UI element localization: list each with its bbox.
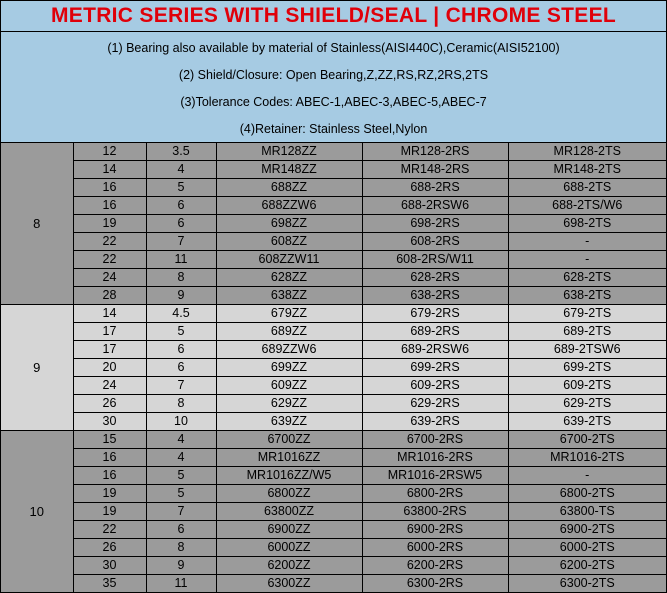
- table-row: [1, 503, 666, 521]
- table-row: [1, 323, 666, 341]
- shield-zz-cell: 688ZZ: [216, 179, 362, 197]
- table-row: [1, 143, 666, 161]
- seal-2ts-cell: 6800-2TS: [508, 485, 666, 503]
- shield-zz-cell: 679ZZ: [216, 305, 362, 323]
- seal-2ts-cell: 609-2TS: [508, 377, 666, 395]
- table-row: [1, 557, 666, 575]
- seal-2rs-cell: 6000-2RS: [362, 539, 508, 557]
- seal-2rs-cell: 688-2RS: [362, 179, 508, 197]
- width-cell: 6: [146, 215, 216, 233]
- seal-2ts-cell: 679-2TS: [508, 305, 666, 323]
- outer-diameter-cell: 30: [73, 413, 146, 431]
- seal-2ts-cell: -: [508, 251, 666, 269]
- outer-diameter-cell: 14: [73, 161, 146, 179]
- outer-diameter-cell: 16: [73, 197, 146, 215]
- width-cell: 6: [146, 341, 216, 359]
- seal-2ts-cell: 6900-2TS: [508, 521, 666, 539]
- shield-zz-cell: MR1016ZZ/W5: [216, 467, 362, 485]
- seal-2ts-cell: 6300-2TS: [508, 575, 666, 593]
- seal-2rs-cell: 699-2RS: [362, 359, 508, 377]
- width-cell: 4: [146, 449, 216, 467]
- shield-zz-cell: 6700ZZ: [216, 431, 362, 449]
- seal-2rs-cell: 689-2RSW6: [362, 341, 508, 359]
- outer-diameter-cell: 26: [73, 539, 146, 557]
- outer-diameter-cell: 26: [73, 395, 146, 413]
- width-cell: 10: [146, 413, 216, 431]
- width-cell: 5: [146, 179, 216, 197]
- seal-2rs-cell: 688-2RSW6: [362, 197, 508, 215]
- seal-2ts-cell: 6000-2TS: [508, 539, 666, 557]
- outer-diameter-cell: 24: [73, 377, 146, 395]
- table-row: [1, 269, 666, 287]
- seal-2ts-cell: MR128-2TS: [508, 143, 666, 161]
- width-cell: 7: [146, 377, 216, 395]
- seal-2rs-cell: MR128-2RS: [362, 143, 508, 161]
- seal-2rs-cell: MR1016-2RSW5: [362, 467, 508, 485]
- seal-2ts-cell: 628-2TS: [508, 269, 666, 287]
- width-cell: 9: [146, 287, 216, 305]
- seal-2rs-cell: 63800-2RS: [362, 503, 508, 521]
- shield-zz-cell: 6000ZZ: [216, 539, 362, 557]
- shield-zz-cell: 689ZZW6: [216, 341, 362, 359]
- width-cell: 5: [146, 467, 216, 485]
- outer-diameter-cell: 22: [73, 251, 146, 269]
- outer-diameter-cell: 19: [73, 215, 146, 233]
- seal-2ts-cell: 688-2TS/W6: [508, 197, 666, 215]
- seal-2rs-cell: 6900-2RS: [362, 521, 508, 539]
- outer-diameter-cell: 16: [73, 449, 146, 467]
- shield-zz-cell: 699ZZ: [216, 359, 362, 377]
- shield-zz-cell: MR148ZZ: [216, 161, 362, 179]
- note-tolerance: (3)Tolerance Codes: ABEC-1,ABEC-3,ABEC-5,ABEC-7: [180, 95, 487, 109]
- seal-2ts-cell: 699-2TS: [508, 359, 666, 377]
- outer-diameter-cell: 19: [73, 503, 146, 521]
- seal-2ts-cell: MR148-2TS: [508, 161, 666, 179]
- width-cell: 5: [146, 485, 216, 503]
- shield-zz-cell: 639ZZ: [216, 413, 362, 431]
- bearing-table: [1, 143, 666, 593]
- outer-diameter-cell: 20: [73, 359, 146, 377]
- shield-zz-cell: 63800ZZ: [216, 503, 362, 521]
- note-retainer: (4)Retainer: Stainless Steel,Nylon: [239, 122, 428, 136]
- table-row: [1, 467, 666, 485]
- outer-diameter-cell: 35: [73, 575, 146, 593]
- shield-zz-cell: 688ZZW6: [216, 197, 362, 215]
- width-cell: 8: [146, 395, 216, 413]
- width-cell: 3.5: [146, 143, 216, 161]
- width-cell: 6: [146, 521, 216, 539]
- table-row: [1, 449, 666, 467]
- shield-zz-cell: MR128ZZ: [216, 143, 362, 161]
- table-row: [1, 287, 666, 305]
- seal-2rs-cell: MR148-2RS: [362, 161, 508, 179]
- width-cell: 4.5: [146, 305, 216, 323]
- table-row: [1, 341, 666, 359]
- outer-diameter-cell: 16: [73, 179, 146, 197]
- seal-2rs-cell: 609-2RS: [362, 377, 508, 395]
- table-row: [1, 539, 666, 557]
- table-row: [1, 197, 666, 215]
- seal-2ts-cell: 6200-2TS: [508, 557, 666, 575]
- width-cell: 5: [146, 323, 216, 341]
- table-row: [1, 161, 666, 179]
- table-row: [1, 233, 666, 251]
- outer-diameter-cell: 17: [73, 341, 146, 359]
- width-cell: 9: [146, 557, 216, 575]
- bore-group-cell: 8: [1, 143, 73, 305]
- table-row: [1, 377, 666, 395]
- width-cell: 7: [146, 503, 216, 521]
- note-material: (1) Bearing also available by material of Stainless(AISI440C),Ceramic(AISI52100): [107, 41, 560, 55]
- table-row: [1, 215, 666, 233]
- seal-2rs-cell: MR1016-2RS: [362, 449, 508, 467]
- outer-diameter-cell: 15: [73, 431, 146, 449]
- outer-diameter-cell: 19: [73, 485, 146, 503]
- width-cell: 6: [146, 359, 216, 377]
- table-row: [1, 305, 666, 323]
- seal-2rs-cell: 639-2RS: [362, 413, 508, 431]
- width-cell: 11: [146, 575, 216, 593]
- seal-2ts-cell: 63800-TS: [508, 503, 666, 521]
- shield-zz-cell: 6200ZZ: [216, 557, 362, 575]
- seal-2ts-cell: 638-2TS: [508, 287, 666, 305]
- seal-2rs-cell: 6700-2RS: [362, 431, 508, 449]
- seal-2ts-cell: 689-2TS: [508, 323, 666, 341]
- table-row: [1, 251, 666, 269]
- shield-zz-cell: 6800ZZ: [216, 485, 362, 503]
- width-cell: 8: [146, 269, 216, 287]
- table-row: [1, 485, 666, 503]
- seal-2ts-cell: 698-2TS: [508, 215, 666, 233]
- bore-group-cell: 9: [1, 305, 73, 431]
- width-cell: 4: [146, 431, 216, 449]
- table-row: [1, 179, 666, 197]
- shield-zz-cell: MR1016ZZ: [216, 449, 362, 467]
- shield-zz-cell: 609ZZ: [216, 377, 362, 395]
- seal-2rs-cell: 628-2RS: [362, 269, 508, 287]
- note-shield-closure: (2) Shield/Closure: Open Bearing,Z,ZZ,RS,RZ,2RS,2TS: [178, 68, 489, 82]
- outer-diameter-cell: 28: [73, 287, 146, 305]
- seal-2ts-cell: 639-2TS: [508, 413, 666, 431]
- seal-2rs-cell: 689-2RS: [362, 323, 508, 341]
- seal-2ts-cell: 629-2TS: [508, 395, 666, 413]
- table-row: [1, 359, 666, 377]
- outer-diameter-cell: 14: [73, 305, 146, 323]
- table-row: [1, 521, 666, 539]
- shield-zz-cell: 608ZZ: [216, 233, 362, 251]
- shield-zz-cell: 698ZZ: [216, 215, 362, 233]
- seal-2ts-cell: -: [508, 467, 666, 485]
- seal-2rs-cell: 629-2RS: [362, 395, 508, 413]
- width-cell: 11: [146, 251, 216, 269]
- shield-zz-cell: 689ZZ: [216, 323, 362, 341]
- outer-diameter-cell: 16: [73, 467, 146, 485]
- seal-2rs-cell: 679-2RS: [362, 305, 508, 323]
- outer-diameter-cell: 22: [73, 521, 146, 539]
- notes-panel: [1, 32, 666, 143]
- seal-2rs-cell: 698-2RS: [362, 215, 508, 233]
- seal-2rs-cell: 6800-2RS: [362, 485, 508, 503]
- table-row: [1, 395, 666, 413]
- shield-zz-cell: 628ZZ: [216, 269, 362, 287]
- shield-zz-cell: 6300ZZ: [216, 575, 362, 593]
- width-cell: 7: [146, 233, 216, 251]
- seal-2ts-cell: 6700-2TS: [508, 431, 666, 449]
- shield-zz-cell: 638ZZ: [216, 287, 362, 305]
- width-cell: 6: [146, 197, 216, 215]
- outer-diameter-cell: 30: [73, 557, 146, 575]
- outer-diameter-cell: 12: [73, 143, 146, 161]
- sheet-title: METRIC SERIES WITH SHIELD/SEAL | CHROME STEEL: [1, 1, 666, 32]
- width-cell: 4: [146, 161, 216, 179]
- seal-2rs-cell: 638-2RS: [362, 287, 508, 305]
- outer-diameter-cell: 24: [73, 269, 146, 287]
- seal-2rs-cell: 6300-2RS: [362, 575, 508, 593]
- seal-2rs-cell: 608-2RS: [362, 233, 508, 251]
- table-row: [1, 413, 666, 431]
- shield-zz-cell: 6900ZZ: [216, 521, 362, 539]
- seal-2ts-cell: MR1016-2TS: [508, 449, 666, 467]
- seal-2ts-cell: 689-2TSW6: [508, 341, 666, 359]
- shield-zz-cell: 608ZZW11: [216, 251, 362, 269]
- seal-2rs-cell: 608-2RS/W11: [362, 251, 508, 269]
- bore-group-cell: 10: [1, 431, 73, 593]
- seal-2rs-cell: 6200-2RS: [362, 557, 508, 575]
- outer-diameter-cell: 22: [73, 233, 146, 251]
- table-row: [1, 431, 666, 449]
- table-row: [1, 575, 666, 593]
- seal-2ts-cell: 688-2TS: [508, 179, 666, 197]
- shield-zz-cell: 629ZZ: [216, 395, 362, 413]
- outer-diameter-cell: 17: [73, 323, 146, 341]
- width-cell: 8: [146, 539, 216, 557]
- seal-2ts-cell: -: [508, 233, 666, 251]
